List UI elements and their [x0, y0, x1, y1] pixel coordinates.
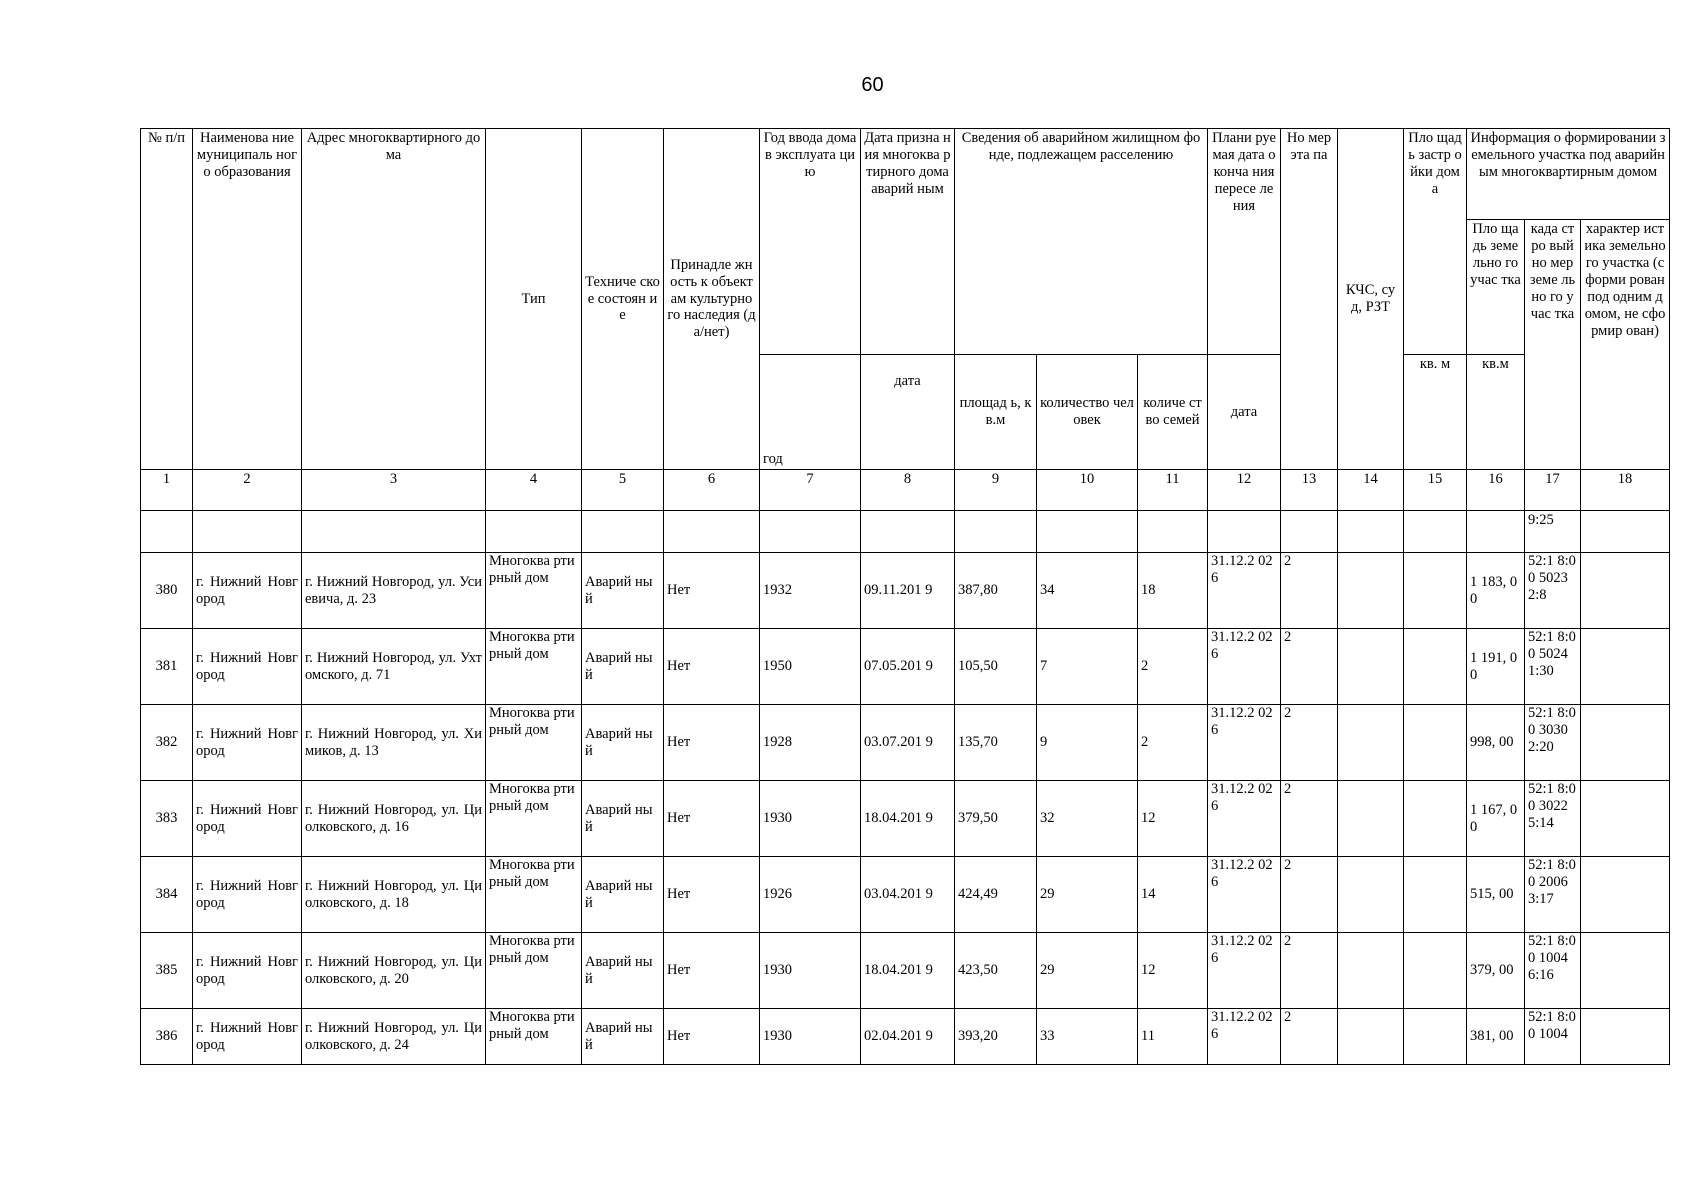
row-number: 383: [141, 781, 193, 857]
land-area-cell: 1 167, 00: [1467, 781, 1525, 857]
row-number: 386: [141, 1009, 193, 1065]
type-cell: Многоква ртирный дом: [486, 1009, 582, 1065]
planned-date-cell: 31.12.2 026: [1208, 933, 1281, 1009]
building-area-cell: [1404, 553, 1467, 629]
land-area-cell: 1 183, 00: [1467, 553, 1525, 629]
year-cell: 1926: [760, 857, 861, 933]
header-cadastre: када стро вый но мер земе льно го учас тка: [1525, 220, 1581, 470]
header-type: Тип: [486, 129, 582, 470]
header-date-sub: дата: [861, 355, 955, 470]
column-number: 8: [861, 470, 955, 511]
people-cell: 7: [1037, 629, 1138, 705]
municipality-cell: г. Нижний Новгород: [193, 781, 302, 857]
recognition-date-cell: 03.07.201 9: [861, 705, 955, 781]
stage-cell: 2: [1281, 781, 1338, 857]
heritage-cell: Нет: [664, 857, 760, 933]
building-area-cell: [1404, 1009, 1467, 1065]
land-characteristic-cell: [1581, 933, 1670, 1009]
header-year: Год ввода дома в эксплуата цию: [760, 129, 861, 355]
stage-cell: 2: [1281, 553, 1338, 629]
column-number: 18: [1581, 470, 1670, 511]
stage-cell: 2: [1281, 933, 1338, 1009]
header-row-1: [141, 129, 1670, 220]
type-cell: Многоква ртирный дом: [486, 629, 582, 705]
header-land-area-unit: кв.м: [1467, 355, 1525, 470]
column-number: 16: [1467, 470, 1525, 511]
table-row: [141, 781, 1670, 857]
kchs-cell: [1338, 705, 1404, 781]
header-recognition-date: Дата призна ния многоква ртирного дома аварий ным: [861, 129, 955, 355]
area-cell: 393,20: [955, 1009, 1037, 1065]
building-area-cell: [1404, 933, 1467, 1009]
stage-cell: 2: [1281, 1009, 1338, 1065]
header-people-sub: количество человек: [1037, 355, 1138, 470]
stage-cell: 2: [1281, 857, 1338, 933]
header-address: Адрес многоквартирного дома: [302, 129, 486, 470]
municipality-cell: г. Нижний Новгород: [193, 857, 302, 933]
state-cell: Аварий ный: [582, 553, 664, 629]
people-cell: 32: [1037, 781, 1138, 857]
year-cell: 1928: [760, 705, 861, 781]
column-number: 17: [1525, 470, 1581, 511]
families-cell: 18: [1138, 553, 1208, 629]
land-area-cell: 1 191, 00: [1467, 629, 1525, 705]
header-planned-date: Плани руемая дата оконча ния пересе ления: [1208, 129, 1281, 355]
header-stage: Но мер эта па: [1281, 129, 1338, 470]
address-cell: г. Нижний Новгород, ул. Циолковского, д. 18: [302, 857, 486, 933]
header-area-sub: площад ь, кв.м: [955, 355, 1037, 470]
building-area-cell: [1404, 781, 1467, 857]
column-number: 6: [664, 470, 760, 511]
column-numbers-row: [141, 470, 1670, 511]
year-cell: 1950: [760, 629, 861, 705]
header-land-info: Информация о формировании земельного участка под аварийным многоквартирным домом: [1467, 129, 1670, 220]
state-cell: Аварий ный: [582, 781, 664, 857]
year-cell: 1930: [760, 933, 861, 1009]
header-tech-state: Техниче ское состоян ие: [582, 129, 664, 470]
planned-date-cell: 31.12.2 026: [1208, 629, 1281, 705]
land-characteristic-cell: [1581, 1009, 1670, 1065]
header-land-characteristic: характер истика земельно го участка (сформи рован под одним домом, не сформир ован): [1581, 220, 1670, 470]
table-row: [141, 705, 1670, 781]
type-cell: Многоква ртирный дом: [486, 857, 582, 933]
header-municipality: Наименова ние муниципаль ного образования: [193, 129, 302, 470]
planned-date-cell: 31.12.2 026: [1208, 553, 1281, 629]
land-characteristic-cell: [1581, 553, 1670, 629]
year-cell: 1930: [760, 781, 861, 857]
column-number: 13: [1281, 470, 1338, 511]
families-cell: 2: [1138, 705, 1208, 781]
column-number: 10: [1037, 470, 1138, 511]
header-plan-date-sub: дата: [1208, 355, 1281, 470]
cadastre-cell: 52:1 8:00 1004 6:16: [1525, 933, 1581, 1009]
area-cell: 105,50: [955, 629, 1037, 705]
header-building-area: Пло щадь застр ойки дома: [1404, 129, 1467, 355]
type-cell: Многоква ртирный дом: [486, 781, 582, 857]
recognition-date-cell: 09.11.201 9: [861, 553, 955, 629]
land-characteristic-cell: [1581, 705, 1670, 781]
address-cell: г. Нижний Новгород, ул. Химиков, д. 13: [302, 705, 486, 781]
carryover-cadastre: 9:25: [1525, 511, 1581, 553]
cadastre-cell: 52:1 8:00 5023 2:8: [1525, 553, 1581, 629]
planned-date-cell: 31.12.2 026: [1208, 705, 1281, 781]
address-cell: г. Нижний Новгород, ул. Циолковского, д. 24: [302, 1009, 486, 1065]
header-emergency-fund: Сведения об аварийном жилищном фонде, подлежащем расселению: [955, 129, 1208, 355]
column-number: 2: [193, 470, 302, 511]
area-cell: 135,70: [955, 705, 1037, 781]
type-cell: Многоква ртирный дом: [486, 933, 582, 1009]
header-heritage: Принадле жность к объектам культурно го наследия (да/нет): [664, 129, 760, 470]
families-cell: 2: [1138, 629, 1208, 705]
recognition-date-cell: 07.05.201 9: [861, 629, 955, 705]
planned-date-cell: 31.12.2 026: [1208, 857, 1281, 933]
row-number: 384: [141, 857, 193, 933]
land-characteristic-cell: [1581, 781, 1670, 857]
heritage-cell: Нет: [664, 781, 760, 857]
cadastre-cell: 52:1 8:00 3022 5:14: [1525, 781, 1581, 857]
people-cell: 9: [1037, 705, 1138, 781]
heritage-cell: Нет: [664, 553, 760, 629]
heritage-cell: Нет: [664, 933, 760, 1009]
header-kchs: КЧС, суд, РЗТ: [1338, 129, 1404, 470]
families-cell: 11: [1138, 1009, 1208, 1065]
column-number: 12: [1208, 470, 1281, 511]
column-number: 3: [302, 470, 486, 511]
recognition-date-cell: 18.04.201 9: [861, 933, 955, 1009]
kchs-cell: [1338, 629, 1404, 705]
planned-date-cell: 31.12.2 026: [1208, 1009, 1281, 1065]
families-cell: 14: [1138, 857, 1208, 933]
cadastre-cell: 52:1 8:00 5024 1:30: [1525, 629, 1581, 705]
people-cell: 29: [1037, 933, 1138, 1009]
land-area-cell: 379, 00: [1467, 933, 1525, 1009]
cadastre-cell: 52:1 8:00 3030 2:20: [1525, 705, 1581, 781]
land-area-cell: 998, 00: [1467, 705, 1525, 781]
state-cell: Аварий ный: [582, 857, 664, 933]
cadastre-cell: 52:1 8:00 2006 3:17: [1525, 857, 1581, 933]
year-cell: 1932: [760, 553, 861, 629]
header-building-area-unit: кв. м: [1404, 355, 1467, 470]
state-cell: Аварий ный: [582, 1009, 664, 1065]
row-number: 382: [141, 705, 193, 781]
municipality-cell: г. Нижний Новгород: [193, 553, 302, 629]
people-cell: 33: [1037, 1009, 1138, 1065]
table-row: [141, 933, 1670, 1009]
land-area-cell: 381, 00: [1467, 1009, 1525, 1065]
stage-cell: 2: [1281, 705, 1338, 781]
header-year-sub: год: [760, 355, 861, 470]
area-cell: 379,50: [955, 781, 1037, 857]
state-cell: Аварий ный: [582, 705, 664, 781]
stage-cell: 2: [1281, 629, 1338, 705]
recognition-date-cell: 03.04.201 9: [861, 857, 955, 933]
building-area-cell: [1404, 705, 1467, 781]
land-area-cell: 515, 00: [1467, 857, 1525, 933]
building-area-cell: [1404, 857, 1467, 933]
state-cell: Аварий ный: [582, 629, 664, 705]
table-row: [141, 1009, 1670, 1065]
kchs-cell: [1338, 781, 1404, 857]
municipality-cell: г. Нижний Новгород: [193, 1009, 302, 1065]
heritage-cell: Нет: [664, 629, 760, 705]
municipality-cell: г. Нижний Новгород: [193, 629, 302, 705]
address-cell: г. Нижний Новгород, ул. Циолковского, д. 20: [302, 933, 486, 1009]
type-cell: Многоква ртирный дом: [486, 553, 582, 629]
header-land-area: Пло щадь земе льно го учас тка: [1467, 220, 1525, 355]
land-characteristic-cell: [1581, 857, 1670, 933]
recognition-date-cell: 18.04.201 9: [861, 781, 955, 857]
column-number: 1: [141, 470, 193, 511]
column-number: 7: [760, 470, 861, 511]
state-cell: Аварий ный: [582, 933, 664, 1009]
row-number: 380: [141, 553, 193, 629]
families-cell: 12: [1138, 933, 1208, 1009]
column-number: 15: [1404, 470, 1467, 511]
column-number: 5: [582, 470, 664, 511]
column-number: 11: [1138, 470, 1208, 511]
address-cell: г. Нижний Новгород, ул. Усиевича, д. 23: [302, 553, 486, 629]
area-cell: 387,80: [955, 553, 1037, 629]
area-cell: 424,49: [955, 857, 1037, 933]
area-cell: 423,50: [955, 933, 1037, 1009]
column-number: 9: [955, 470, 1037, 511]
table-row: [141, 553, 1670, 629]
building-area-cell: [1404, 629, 1467, 705]
emergency-housing-table: [140, 128, 1670, 1065]
families-cell: 12: [1138, 781, 1208, 857]
cadastre-cell: 52:1 8:00 1004: [1525, 1009, 1581, 1065]
type-cell: Многоква ртирный дом: [486, 705, 582, 781]
row-number: 385: [141, 933, 193, 1009]
year-cell: 1930: [760, 1009, 861, 1065]
planned-date-cell: 31.12.2 026: [1208, 781, 1281, 857]
column-number: 4: [486, 470, 582, 511]
address-cell: г. Нижний Новгород, ул. Циолковского, д. 16: [302, 781, 486, 857]
kchs-cell: [1338, 933, 1404, 1009]
table-row: [141, 629, 1670, 705]
kchs-cell: [1338, 857, 1404, 933]
column-number: 14: [1338, 470, 1404, 511]
heritage-cell: Нет: [664, 705, 760, 781]
address-cell: г. Нижний Новгород, ул. Ухтомского, д. 71: [302, 629, 486, 705]
header-number: № п/п: [141, 129, 193, 470]
people-cell: 34: [1037, 553, 1138, 629]
municipality-cell: г. Нижний Новгород: [193, 933, 302, 1009]
heritage-cell: Нет: [664, 1009, 760, 1065]
municipality-cell: г. Нижний Новгород: [193, 705, 302, 781]
page-number: 60: [861, 74, 884, 96]
kchs-cell: [1338, 1009, 1404, 1065]
recognition-date-cell: 02.04.201 9: [861, 1009, 955, 1065]
kchs-cell: [1338, 553, 1404, 629]
carryover-row: [141, 511, 1670, 553]
land-characteristic-cell: [1581, 629, 1670, 705]
row-number: 381: [141, 629, 193, 705]
table-row: [141, 857, 1670, 933]
people-cell: 29: [1037, 857, 1138, 933]
header-families-sub: количе ство семей: [1138, 355, 1208, 470]
